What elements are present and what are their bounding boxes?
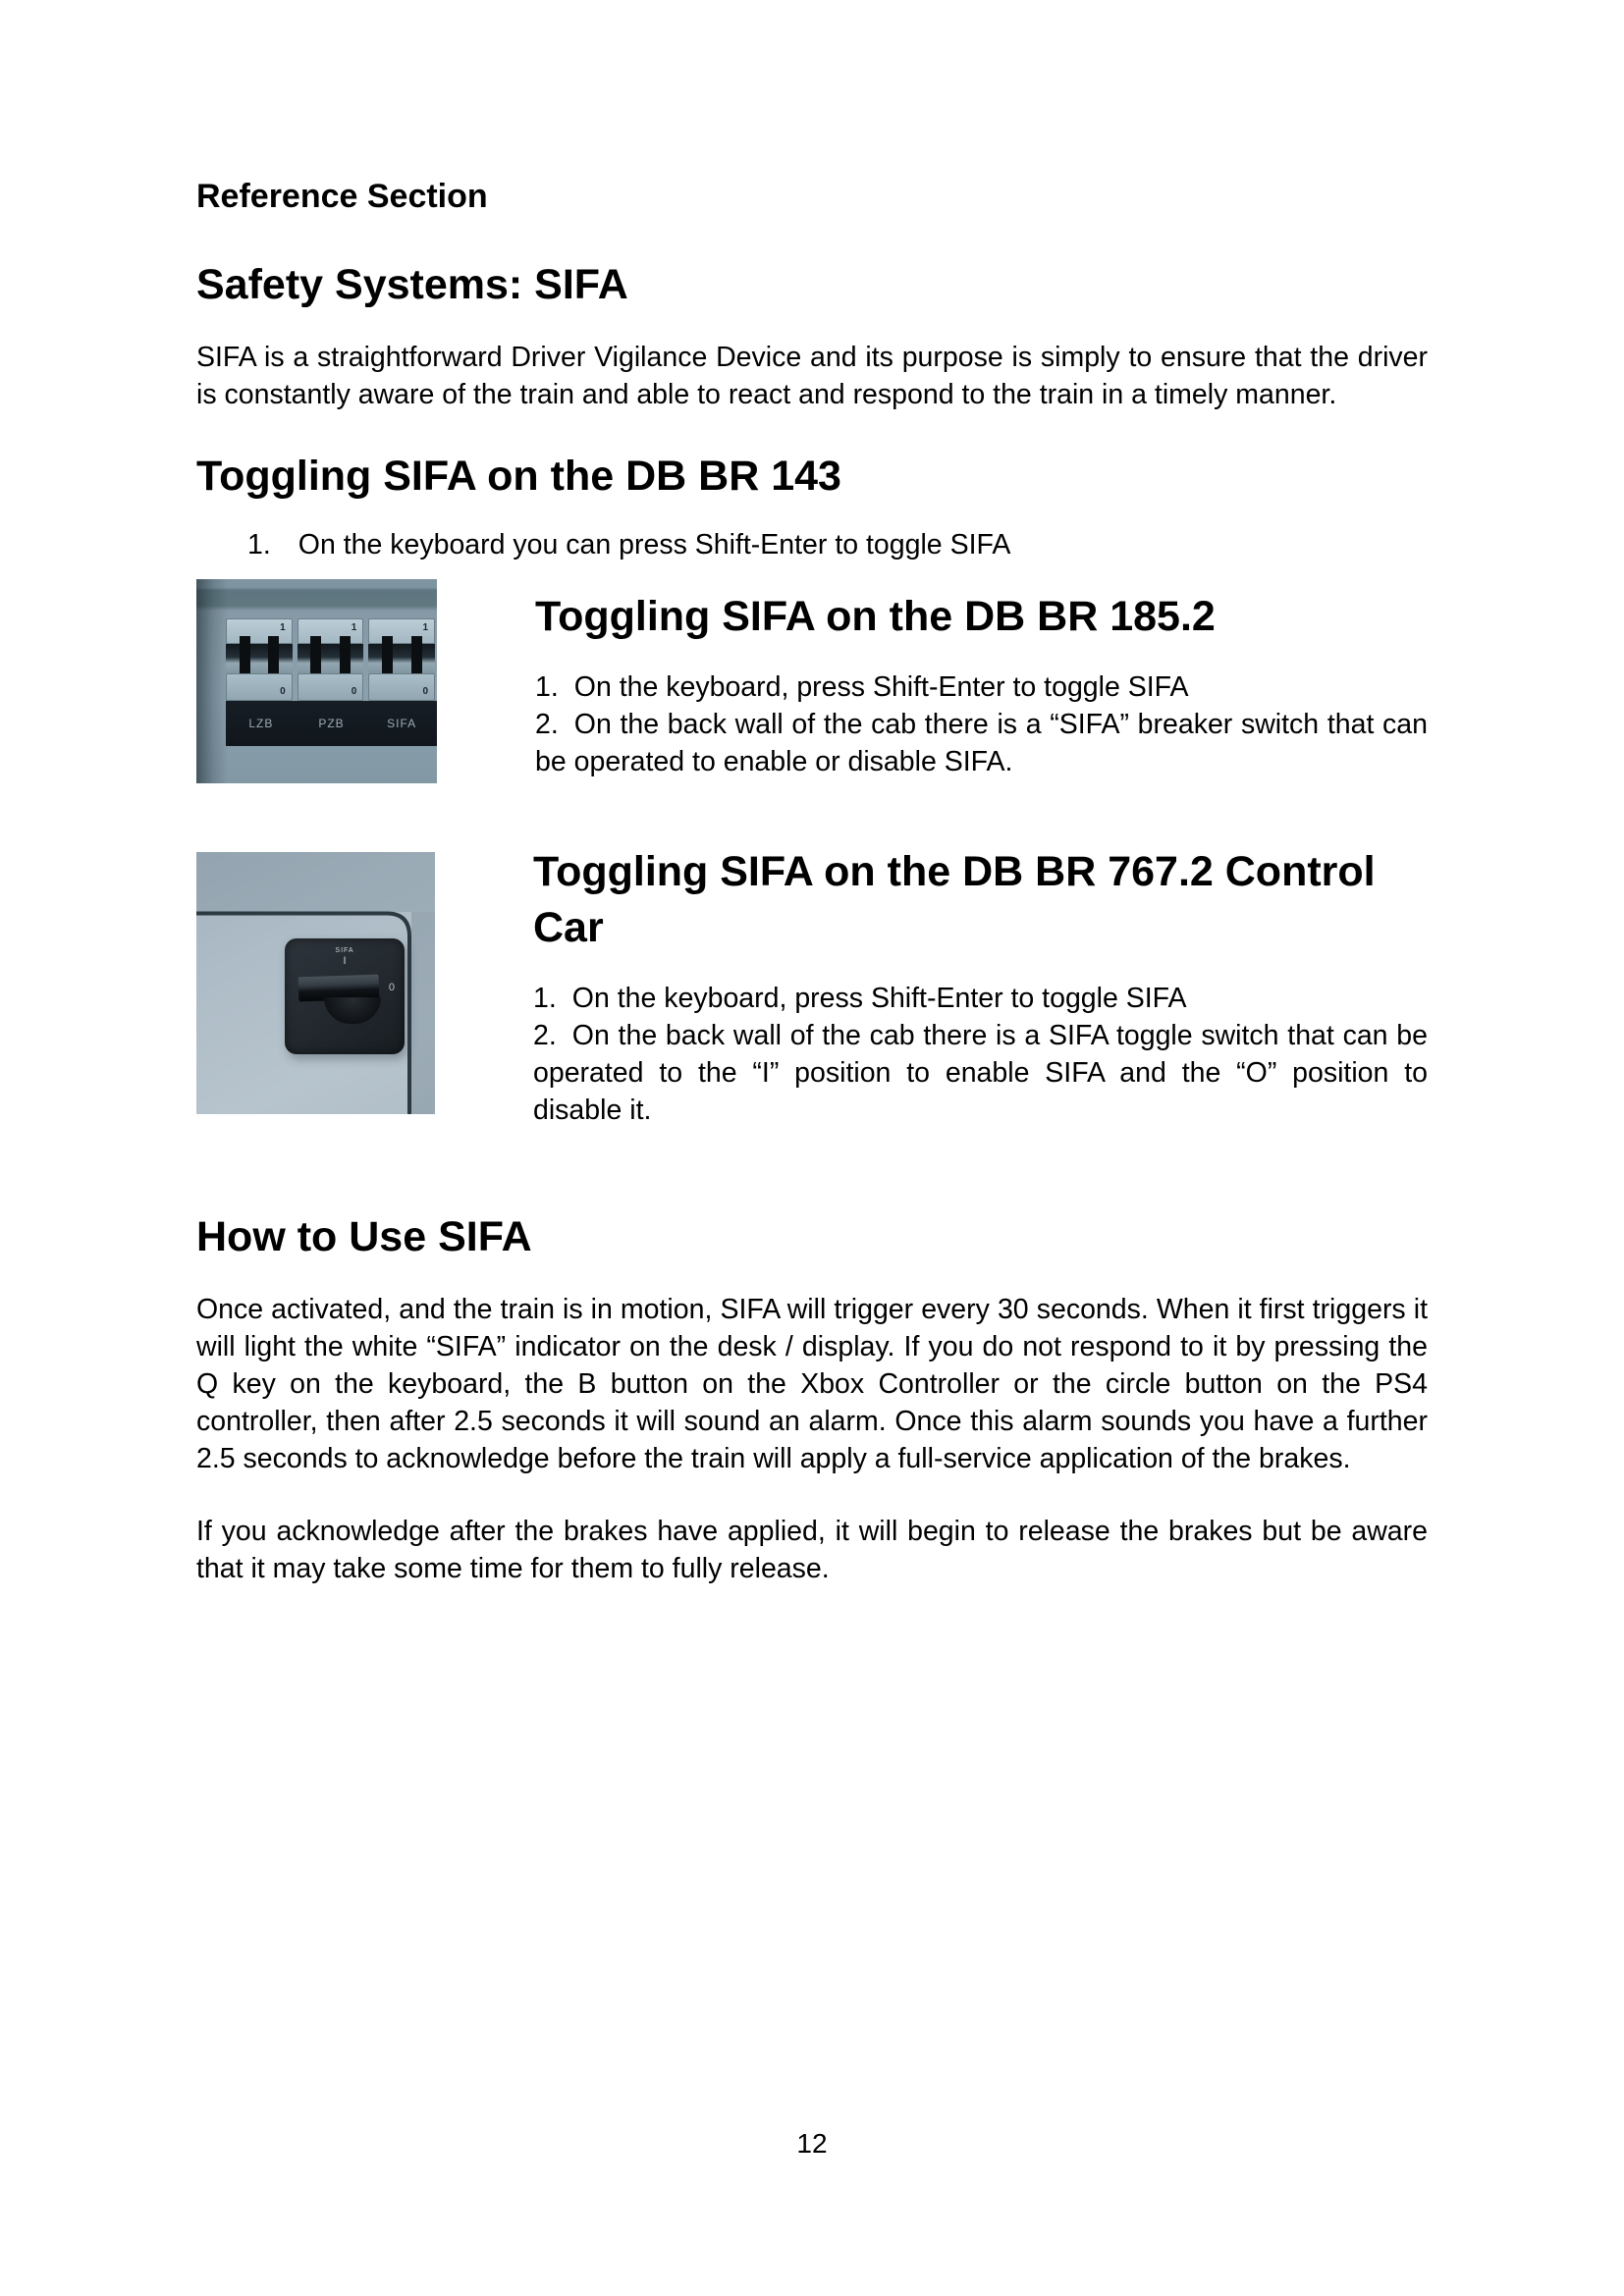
breaker-bottom-bar xyxy=(298,673,364,701)
breaker-slot xyxy=(226,644,293,673)
breaker-module-row xyxy=(226,618,435,701)
breaker-slot xyxy=(298,644,364,673)
breaker-on-mark: 1 xyxy=(280,622,286,633)
page-content xyxy=(0,175,1624,1587)
heading-toggling-sifa-br185: Toggling SIFA on the DB BR 185.2 xyxy=(535,593,1216,640)
list-number: 2. xyxy=(535,709,559,740)
section-br185-text xyxy=(535,579,1428,780)
breaker-on-mark: 1 xyxy=(422,622,429,633)
heading-safety-systems-sifa: Safety Systems: SIFA xyxy=(196,261,628,308)
breaker-bottom-bar xyxy=(368,673,435,701)
heading-toggling-sifa-br143: Toggling SIFA on the DB BR 143 xyxy=(196,453,841,500)
switch-plate-label: SIFA xyxy=(335,947,354,954)
breaker-lever xyxy=(240,636,250,677)
breaker-on-mark: 1 xyxy=(351,622,357,633)
list-br143 xyxy=(196,526,1428,563)
breaker-module-sifa xyxy=(368,618,435,701)
section-br767-text xyxy=(533,844,1428,1129)
list-number: 2. xyxy=(533,1020,557,1051)
breaker-off-mark: 0 xyxy=(351,686,357,697)
list-item xyxy=(533,1017,1428,1129)
list-text: On the back wall of the cab there is a “SIFA” breaker switch that can be operated to enable or disable SIFA. xyxy=(535,709,1428,777)
photo-edge-shadow xyxy=(196,579,228,783)
section-br767 xyxy=(196,844,1428,1129)
list-text: On the back wall of the cab there is a SIFA toggle switch that can be operated to the “I” position to enable SIFA and the “O” position to disable it. xyxy=(533,1020,1428,1126)
breaker-module-pzb xyxy=(298,618,364,701)
list-item xyxy=(247,526,1428,563)
br767-toggle-switch-photo xyxy=(196,852,435,1114)
list-number: 1. xyxy=(533,983,557,1014)
page-number: 12 xyxy=(796,2128,828,2159)
breaker-lever xyxy=(382,636,393,677)
list-number: 1. xyxy=(247,529,271,561)
list-text: On the keyboard, press Shift-Enter to toggle SIFA xyxy=(571,983,1187,1014)
list-item xyxy=(533,980,1428,1017)
heading-toggling-sifa-br767: Toggling SIFA on the DB BR 767.2 Control Car xyxy=(533,848,1376,951)
heading-reference-section: Reference Section xyxy=(196,178,488,215)
paragraph-sifa-intro: SIFA is a straightforward Driver Vigilance Device and its purpose is simply to ensure that the driver is constantly aware of the train and able to react and respond to the train in a timely manner. xyxy=(196,342,1428,410)
section-br185 xyxy=(196,579,1428,783)
breaker-label-pzb: PZB xyxy=(318,717,345,730)
breaker-lever xyxy=(310,636,321,677)
heading-how-to-use-sifa: How to Use SIFA xyxy=(196,1213,532,1260)
breaker-label-lzb: LZB xyxy=(248,717,274,730)
switch-on-mark: I xyxy=(343,955,347,967)
list-item xyxy=(535,706,1428,780)
paragraph-howto-2: If you acknowledge after the brakes have applied, it will begin to release the brakes but be aware that it may take some time for them to fully release. xyxy=(196,1516,1428,1584)
breaker-off-mark: 0 xyxy=(280,686,286,697)
breaker-lever xyxy=(340,636,351,677)
breaker-module-lzb xyxy=(226,618,293,701)
breaker-bottom-bar xyxy=(226,673,293,701)
list-text: On the keyboard, press Shift-Enter to toggle SIFA xyxy=(573,671,1189,703)
breaker-off-mark: 0 xyxy=(422,686,429,697)
switch-off-mark: 0 xyxy=(388,982,395,993)
paragraph-howto-1: Once activated, and the train is in motion, SIFA will trigger every 30 seconds. When it first triggers it will light the white “SIFA” indicator on the desk / display. If you do not respond to it by pressing the Q key on the keyboard, the B button on the Xbox Controller or the circle button on the PS4 controller, then after 2.5 seconds it will sound an alarm. Once this alarm sounds you have a further 2.5 seconds to acknowledge before the train will apply a full-service application of the brakes. xyxy=(196,1294,1428,1474)
list-number: 1. xyxy=(535,671,559,703)
breaker-top-bar xyxy=(226,618,293,644)
list-br767 xyxy=(533,980,1428,1129)
toggle-switch-plate xyxy=(285,938,405,1054)
breaker-label-strip xyxy=(226,701,437,746)
breaker-lever xyxy=(411,636,422,677)
br185-breaker-panel-photo xyxy=(196,579,437,783)
list-br185 xyxy=(535,668,1428,780)
list-text: On the keyboard you can press Shift-Enter to toggle SIFA xyxy=(298,529,1011,561)
breaker-label-sifa: SIFA xyxy=(387,717,417,730)
breaker-top-bar xyxy=(368,618,435,644)
breaker-lever xyxy=(268,636,279,677)
switch-knob xyxy=(324,997,381,1024)
breaker-slot xyxy=(368,644,435,673)
list-item xyxy=(535,668,1428,706)
breaker-top-bar xyxy=(298,618,364,644)
